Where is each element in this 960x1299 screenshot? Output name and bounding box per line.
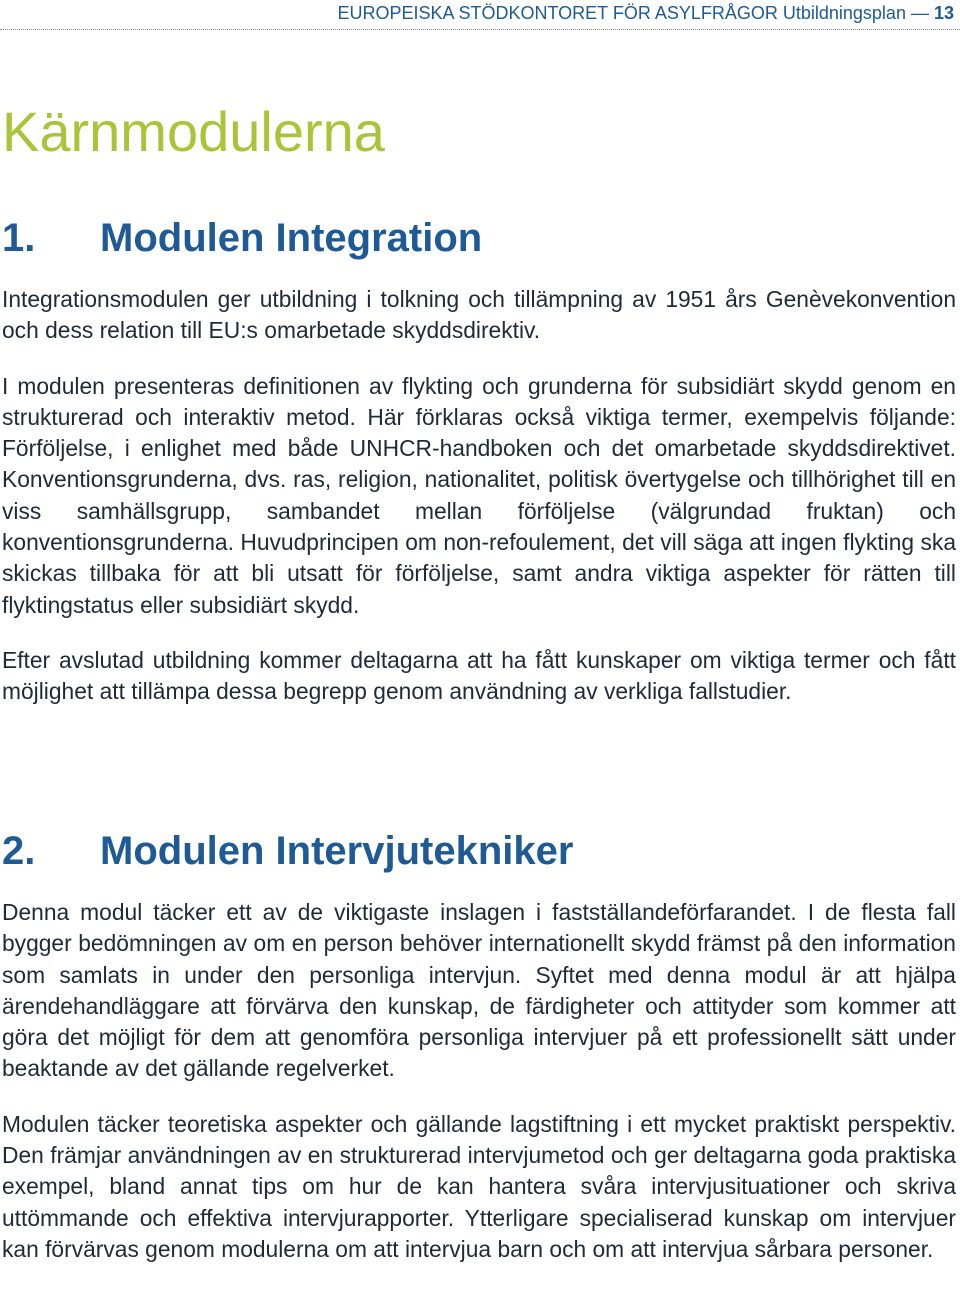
section-heading: [0, 825, 960, 877]
page-title: Kärnmodulerna: [2, 100, 385, 163]
paragraph: Efter avslutad utbildning kommer deltagarna att ha fått kunskaper om viktiga termer och fått möjlighet att tillämpa dessa begrepp genom användning av verkliga fallstudier.: [2, 646, 956, 705]
paragraph: I modulen presenteras definitionen av flykting och grunderna för subsidiärt skydd genom en strukturerad och interaktiv metod. Här förklaras också viktiga termer, exempelvis följande: Förföljelse, i enlighet med både UNHCR-handboken och det omarbetade skyddsdirektivet. Konventionsgrunderna, dvs. ras, religion, nationalitet, politisk övertygelse och tillhörighet till en viss samhällsgrupp, sambandet mellan förföljelse (välgrundad fruktan) och konventionsgrunderna. Huvudprincipen om non-refoulement, det vill säga att ingen flykting ska skickas tillbaka för att bli utsatt för förföljelse, samt andra viktiga aspekter för rätten till flyktingstatus eller subsidiärt skydd.: [2, 372, 956, 618]
running-header: [337, 3, 954, 24]
section-title: Modulen Intervjutekniker: [100, 829, 574, 873]
paragraph: Integrationsmodulen ger utbildning i tolkning och tillämpning av 1951 års Genèvekonvention och dess relation till EU:s omarbetade skyddsdirektiv.: [2, 286, 956, 344]
page-number: 13: [933, 3, 954, 23]
section-integration: [0, 212, 960, 708]
paragraph: Denna modul täcker ett av de viktigaste inslagen i fastställandeförfarandet. I de flesta fall bygger bedömningen av om en person behöver internationellt skydd främst på den information som samlats in under den personliga intervjun. Syftet med denna modul är att hjälpa ärendehandläggare att förvärva den kunskap, de färdigheter och attityder som kommer att göra det möjligt för dem att genomföra personliga intervjuer på ett professionellt sätt under beaktande av det gällande regelverket.: [2, 899, 956, 1082]
section-title: Modulen Integration: [100, 216, 483, 260]
header-title: EUROPEISKA STÖDKONTORET FÖR ASYLFRÅGOR Utbildningsplan —: [337, 3, 929, 23]
section-number: 2.: [2, 829, 36, 873]
section-interview-techniques: [0, 825, 960, 1265]
page-header: [0, 0, 960, 30]
paragraph: Modulen täcker teoretiska aspekter och gällande lagstiftning i ett mycket praktiskt perspektiv. Den främjar användningen av en strukturerad intervjumetod och ger deltagarna goda praktiska exempel, bland annat tips om hur de kan hantera svåra intervjusituationer och skriva uttömmande och effektiva intervjurapporter. Ytterligare specialiserad kunskap om intervjuer kan förvärvas genom modulerna om att intervjua barn och om att intervjua sårbara personer.: [2, 1110, 956, 1262]
section-heading: [0, 212, 960, 264]
section-number: 1.: [2, 216, 36, 260]
header-divider: [0, 29, 960, 30]
